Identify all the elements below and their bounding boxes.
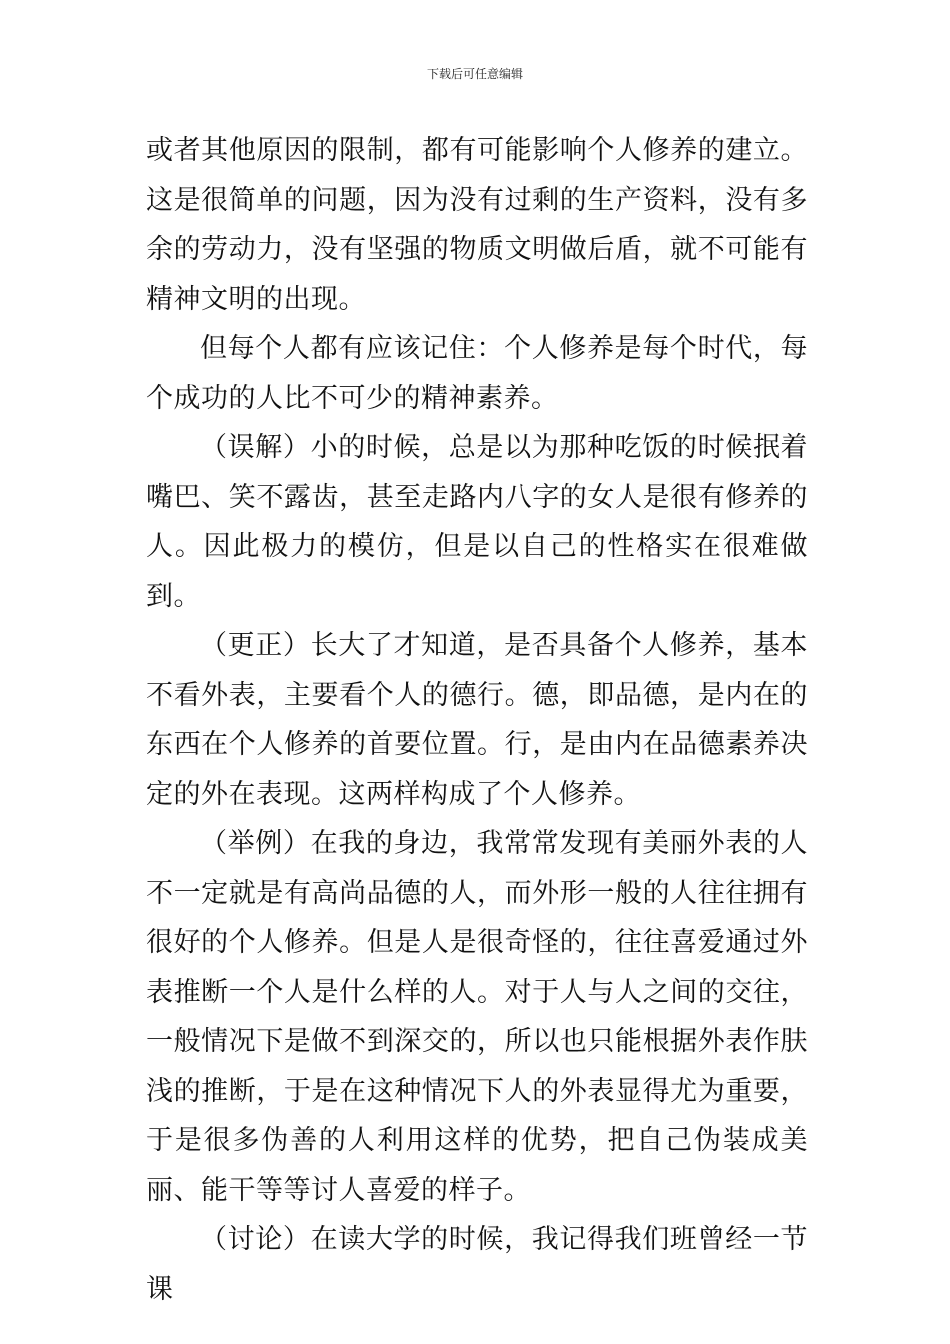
paragraph-4: （更正）长大了才知道，是否具备个人修养，基本不看外表，主要看个人的德行。德，即品德，是内在的东西在个人修养的首要位置。行，是由内在品德素养决定的外在表现。这两样构成了个人修养。: [146, 630, 808, 810]
paragraph-2: 但每个人都有应该记住：个人修养是每个时代，每个成功的人比不可少的精神素养。: [146, 333, 808, 414]
paragraph-5: （举例）在我的身边，我常常发现有美丽外表的人不一定就是有高尚品德的人，而外形一般的人往往拥有很好的个人修养。但是人是很奇怪的，往往喜爱通过外表推断一个人是什么样的人。对于人与人之间的交往，一般情况下是做不到深交的，所以也只能根据外表作肤浅的推断，于是在这种情况下人的外表显得尤为重要，于是很多伪善的人利用这样的优势，把自己伪装成美丽、能干等等讨人喜爱的样子。: [146, 828, 808, 1206]
paragraph-1: 或者其他原因的限制，都有可能影响个人修养的建立。这是很简单的问题，因为没有过剩的生产资料，没有多余的劳动力，没有坚强的物质文明做后盾，就不可能有精神文明的出现。: [146, 135, 808, 315]
paragraph-3: （误解）小的时候，总是以为那种吃饭的时候抿着嘴巴、笑不露齿，甚至走路内八字的女人是很有修养的人。因此极力的模仿，但是以自己的性格实在很难做到。: [146, 432, 808, 612]
paragraph-6: （讨论）在读大学的时候，我记得我们班曾经一节课: [146, 1224, 808, 1305]
document-body: [146, 126, 808, 1314]
page-header: 下载后可任意编辑: [426, 67, 523, 81]
